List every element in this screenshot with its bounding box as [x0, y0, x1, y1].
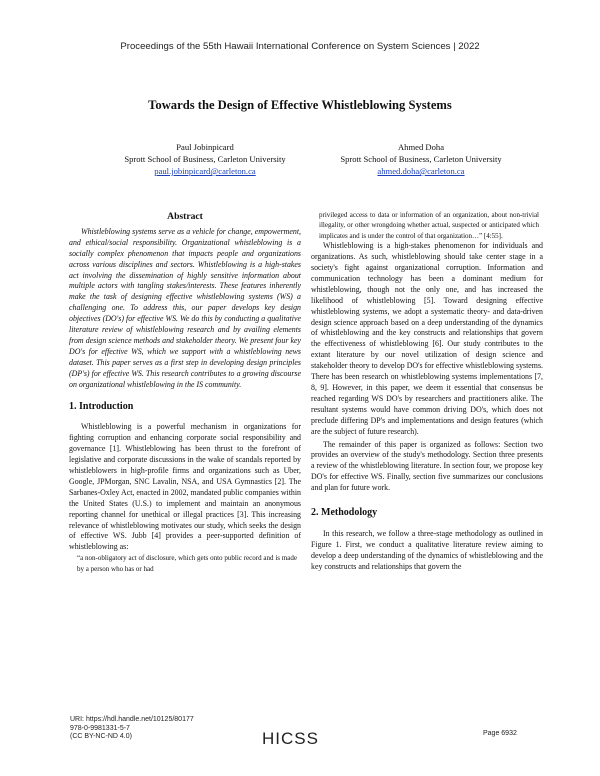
hicss-logo: HICSS: [262, 729, 319, 748]
body-paragraph: Whistleblowing is a high-stakes phenomenon for individuals and organizations. As such, whistleblowing should take center stage in a society's fight against organizational corruption. Information and communication technology has been a dominant medium for whistleblowing, though not the only one, and has increased the likelihood of whistleblowing [5]. Toward designing effective whistleblowing systems, we adopt a systematic theory- and data-driven design science approach based on a deep understanding of the dynamics of whistleblowing and the key constructs and relationships that govern the effectiveness of whistleblowing [6]. Our study contributes to the extant literature by our novel utilization of design science and stakeholder theory to develop DO's for effective whistleblowing systems. There has been research on whistleblowing systems implementations [7, 8, 9]. However, in this paper, we deem it essential that consensus be reached regarding WS DO's by researchers and practitioners alike. The resultant systems would have common driving DO's, which does not preclude differing DP's and implementations and design features (which are the subject of future research).: [311, 241, 543, 436]
author-name: Ahmed Doha: [397, 142, 445, 152]
author-email-link[interactable]: paul.jobinpicard@carleton.ca: [154, 166, 256, 176]
left-column: [69, 212, 301, 574]
author-affiliation: Sprott School of Business, Carleton University: [340, 154, 502, 164]
right-column: [311, 210, 543, 573]
page-number: Page 6932: [483, 730, 517, 737]
section-heading-introduction: 1. Introduction: [69, 400, 134, 412]
footer-license: (CC BY-NC-ND 4.0): [70, 733, 132, 741]
footer-uri: URI: https://hdl.handle.net/10125/80177: [70, 716, 194, 723]
intro-paragraph: Whistleblowing is a powerful mechanism in organizations for fighting corruption and enhancing corporate social responsibility and governance [1]. Whistleblowing has been thrust to the forefront of legislative and corporate discussions in the wake of scandals reported by whistleblowers in high-profile firms and organizations such as Uber, Google, JPMorgan, SNC Lavalin, NSA, and USA Gymnastics [2]. The Sarbanes-Oxley Act, enacted in 2002, mandated public companies within the United States (U.S.) to implement and maintain an anonymous reporting channel for unethical or illegal practices [3]. This increasing relevance of whistleblowing motivates our study, which seeks the design of effective WS. Jubb [4] provides a peer-supported definition of whistleblowing as:: [69, 422, 301, 552]
author-email-link[interactable]: ahmed.doha@carleton.ca: [377, 166, 465, 176]
author-name: Paul Jobinpicard: [176, 142, 234, 152]
abstract-heading: Abstract: [167, 211, 203, 222]
author-block-2: [301, 141, 541, 177]
abstract-text: Whistleblowing systems serve as a vehicle for change, empowerment, and ethical/social responsibility. Organizational whistleblowing is a socially complex phenomenon that impacts people and organizations across various disciplines and sectors. Whistleblowing is a high-stakes act involving the dissemination of highly sensitive information about multiple actors with tangling stakes/interests. These features inherently make the task of designing effective whistleblowing systems (WS) a challenging one. To address this, our paper develops key design objectives (DO's) for effective WS. We do this by conducting a qualitative literature review of whistleblowing research and by availing elements from design science methods and stakeholder theory. We present four key DO's for effective WS, which we support with a whistleblowing news dataset. This paper serves as a first step in developing design principles (DP's) for effective WS. This research contributes to a growing discourse on organizational whistleblowing in the IS community.: [69, 226, 301, 389]
definition-quote-end: privileged access to data or information of an organization, about non-trivial illegality, or other wrongdoing whether actual, suspected or anticipated which implicates and is under the control of that organization…” [4:55].: [319, 211, 539, 240]
section-heading-methodology: 2. Methodology: [311, 507, 378, 519]
footer-isbn: 978-0-9981331-5-7: [70, 724, 130, 732]
proceedings-header: Proceedings of the 55th Hawaii International Conference on System Sciences | 2022: [120, 41, 480, 52]
paper-title: Towards the Design of Effective Whistleblowing Systems: [148, 98, 452, 112]
definition-quote-start: “a non-obligatory act of disclosure, which gets onto public record and is made by a person who has or had: [77, 554, 297, 573]
footer-metadata: [70, 716, 194, 742]
methodology-paragraph: In this research, we follow a three-stage methodology as outlined in Figure 1. First, we conduct a qualitative literature review aiming to develop a deep understanding of the dynamics of whistleblowing and the key constructs and relationships that govern the: [311, 528, 543, 571]
author-affiliation: Sprott School of Business, Carleton University: [124, 154, 286, 164]
author-block-1: [85, 141, 325, 177]
body-paragraph: The remainder of this paper is organized as follows: Section two provides an overview of the study's methodology. Section three presents a review of the whistleblowing literature. In section four, we propose key DO's for effective WS. Finally, section five summarizes our conclusions and plan for future work.: [311, 439, 543, 493]
